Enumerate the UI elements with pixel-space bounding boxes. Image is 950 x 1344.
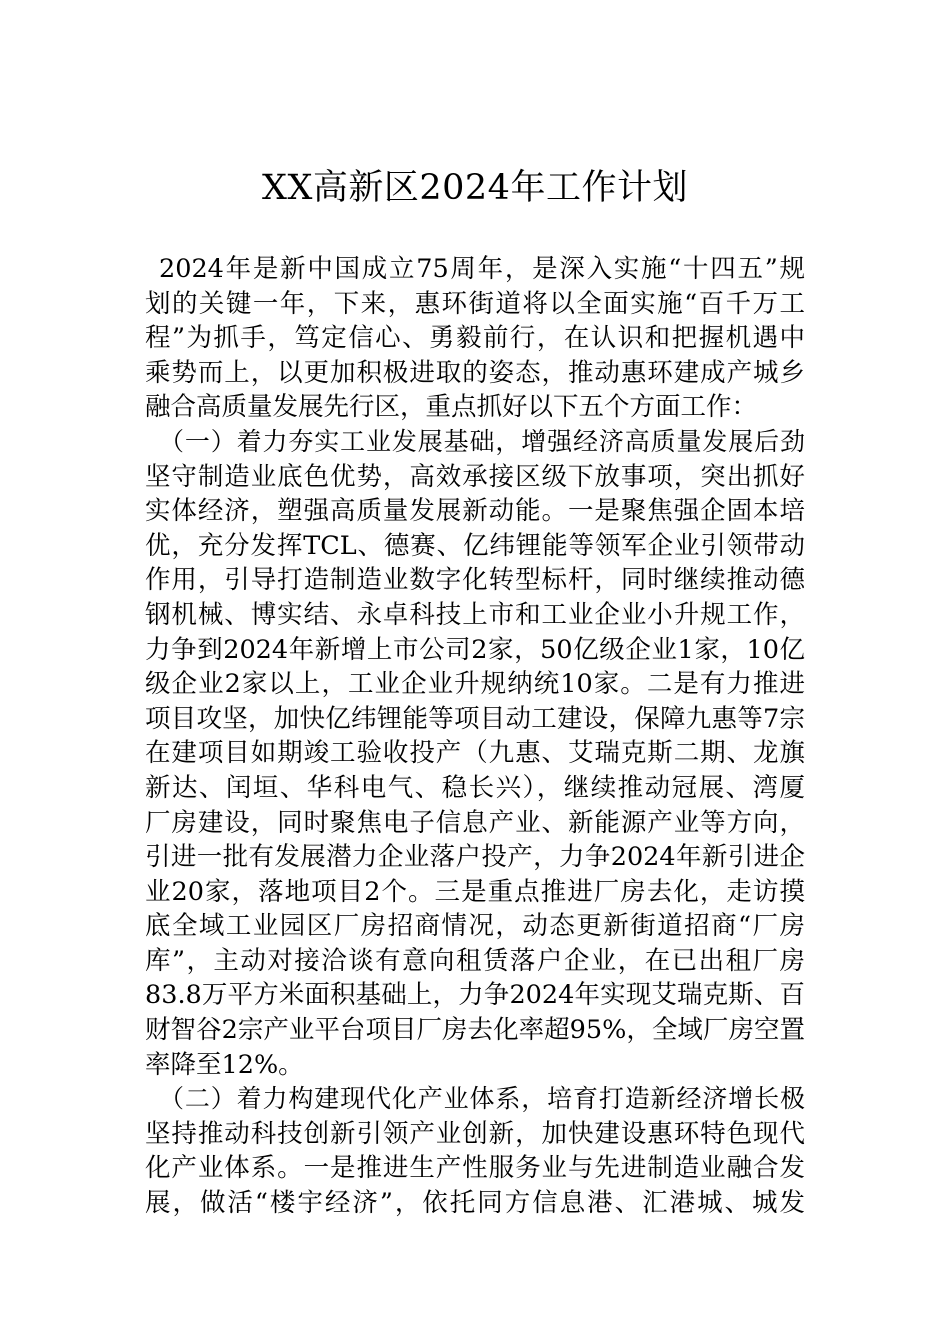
- body-line: 作用，引导打造制造业数字化转型标杆，同时继续推动德: [145, 565, 805, 596]
- body-line: 库”，主动对接洽谈有意向租赁落户企业，在已出租厂房: [145, 945, 805, 976]
- body-line: 新达、闰垣、华科电气、稳长兴），继续推动冠展、湾厦: [145, 772, 805, 803]
- body-line: 厂房建设，同时聚焦电子信息产业、新能源产业等方向，: [145, 807, 805, 838]
- body-line: 乘势而上，以更加积极进取的姿态，推动惠环建成产城乡: [145, 357, 805, 388]
- body-line: 钢机械、博实结、永卓科技上市和工业企业小升规工作，: [145, 599, 805, 630]
- body-line: 融合高质量发展先行区，重点抓好以下五个方面工作：: [145, 392, 758, 423]
- body-line: 83.8万平方米面积基础上，力争2024年实现艾瑞克斯、百: [145, 980, 805, 1011]
- body-line: 业20家，落地项目2个。三是重点推进厂房去化，走访摸: [145, 876, 805, 907]
- body-line: 程”为抓手，笃定信心、勇毅前行，在认识和把握机遇中: [145, 323, 805, 354]
- document-title: XX高新区2024年工作计划: [262, 168, 688, 208]
- body-line: 2024年是新中国成立75周年，是深入实施“十四五”规: [159, 254, 805, 284]
- body-line: 化产业体系。一是推进生产性服务业与先进制造业融合发: [145, 1153, 805, 1184]
- body-line: 优，充分发挥TCL、德赛、亿纬锂能等领军企业引领带动: [145, 530, 805, 561]
- document-body: [145, 252, 805, 1221]
- body-line: 项目攻坚，加快亿纬锂能等项目动工建设，保障九惠等7宗: [145, 703, 805, 734]
- body-line: 级企业2家以上，工业企业升规纳统10家。二是有力推进: [145, 669, 805, 700]
- section-heading-1: （一）着力夯实工业发展基础，增强经济高质量发展后劲: [159, 426, 805, 456]
- body-line: 实体经济，塑强高质量发展新动能。一是聚焦强企固本培: [145, 496, 805, 527]
- body-line: 展，做活“楼宇经济”，依托同方信息港、汇港城、城发: [145, 1188, 805, 1219]
- body-line: 率降至12%。: [145, 1049, 304, 1080]
- body-line: 底全域工业园区厂房招商情况，动态更新街道招商“厂房: [145, 911, 805, 942]
- body-line: 财智谷2宗产业平台项目厂房去化率超95%，全域厂房空置: [145, 1015, 805, 1046]
- body-line: 在建项目如期竣工验收投产（九惠、艾瑞克斯二期、龙旗: [145, 738, 805, 769]
- body-line: 引进一批有发展潜力企业落户投产，力争2024年新引进企: [145, 842, 805, 873]
- body-line: 坚持推动科技创新引领产业创新，加快建设惠环特色现代: [145, 1118, 805, 1149]
- body-line: 坚守制造业底色优势，高效承接区级下放事项，突出抓好: [145, 461, 805, 492]
- body-line: 划的关键一年，下来，惠环街道将以全面实施“百千万工: [145, 288, 805, 319]
- section-heading-2: （二）着力构建现代化产业体系，培育打造新经济增长极: [159, 1084, 805, 1114]
- body-line: 力争到2024年新增上市公司2家，50亿级企业1家，10亿: [145, 634, 805, 665]
